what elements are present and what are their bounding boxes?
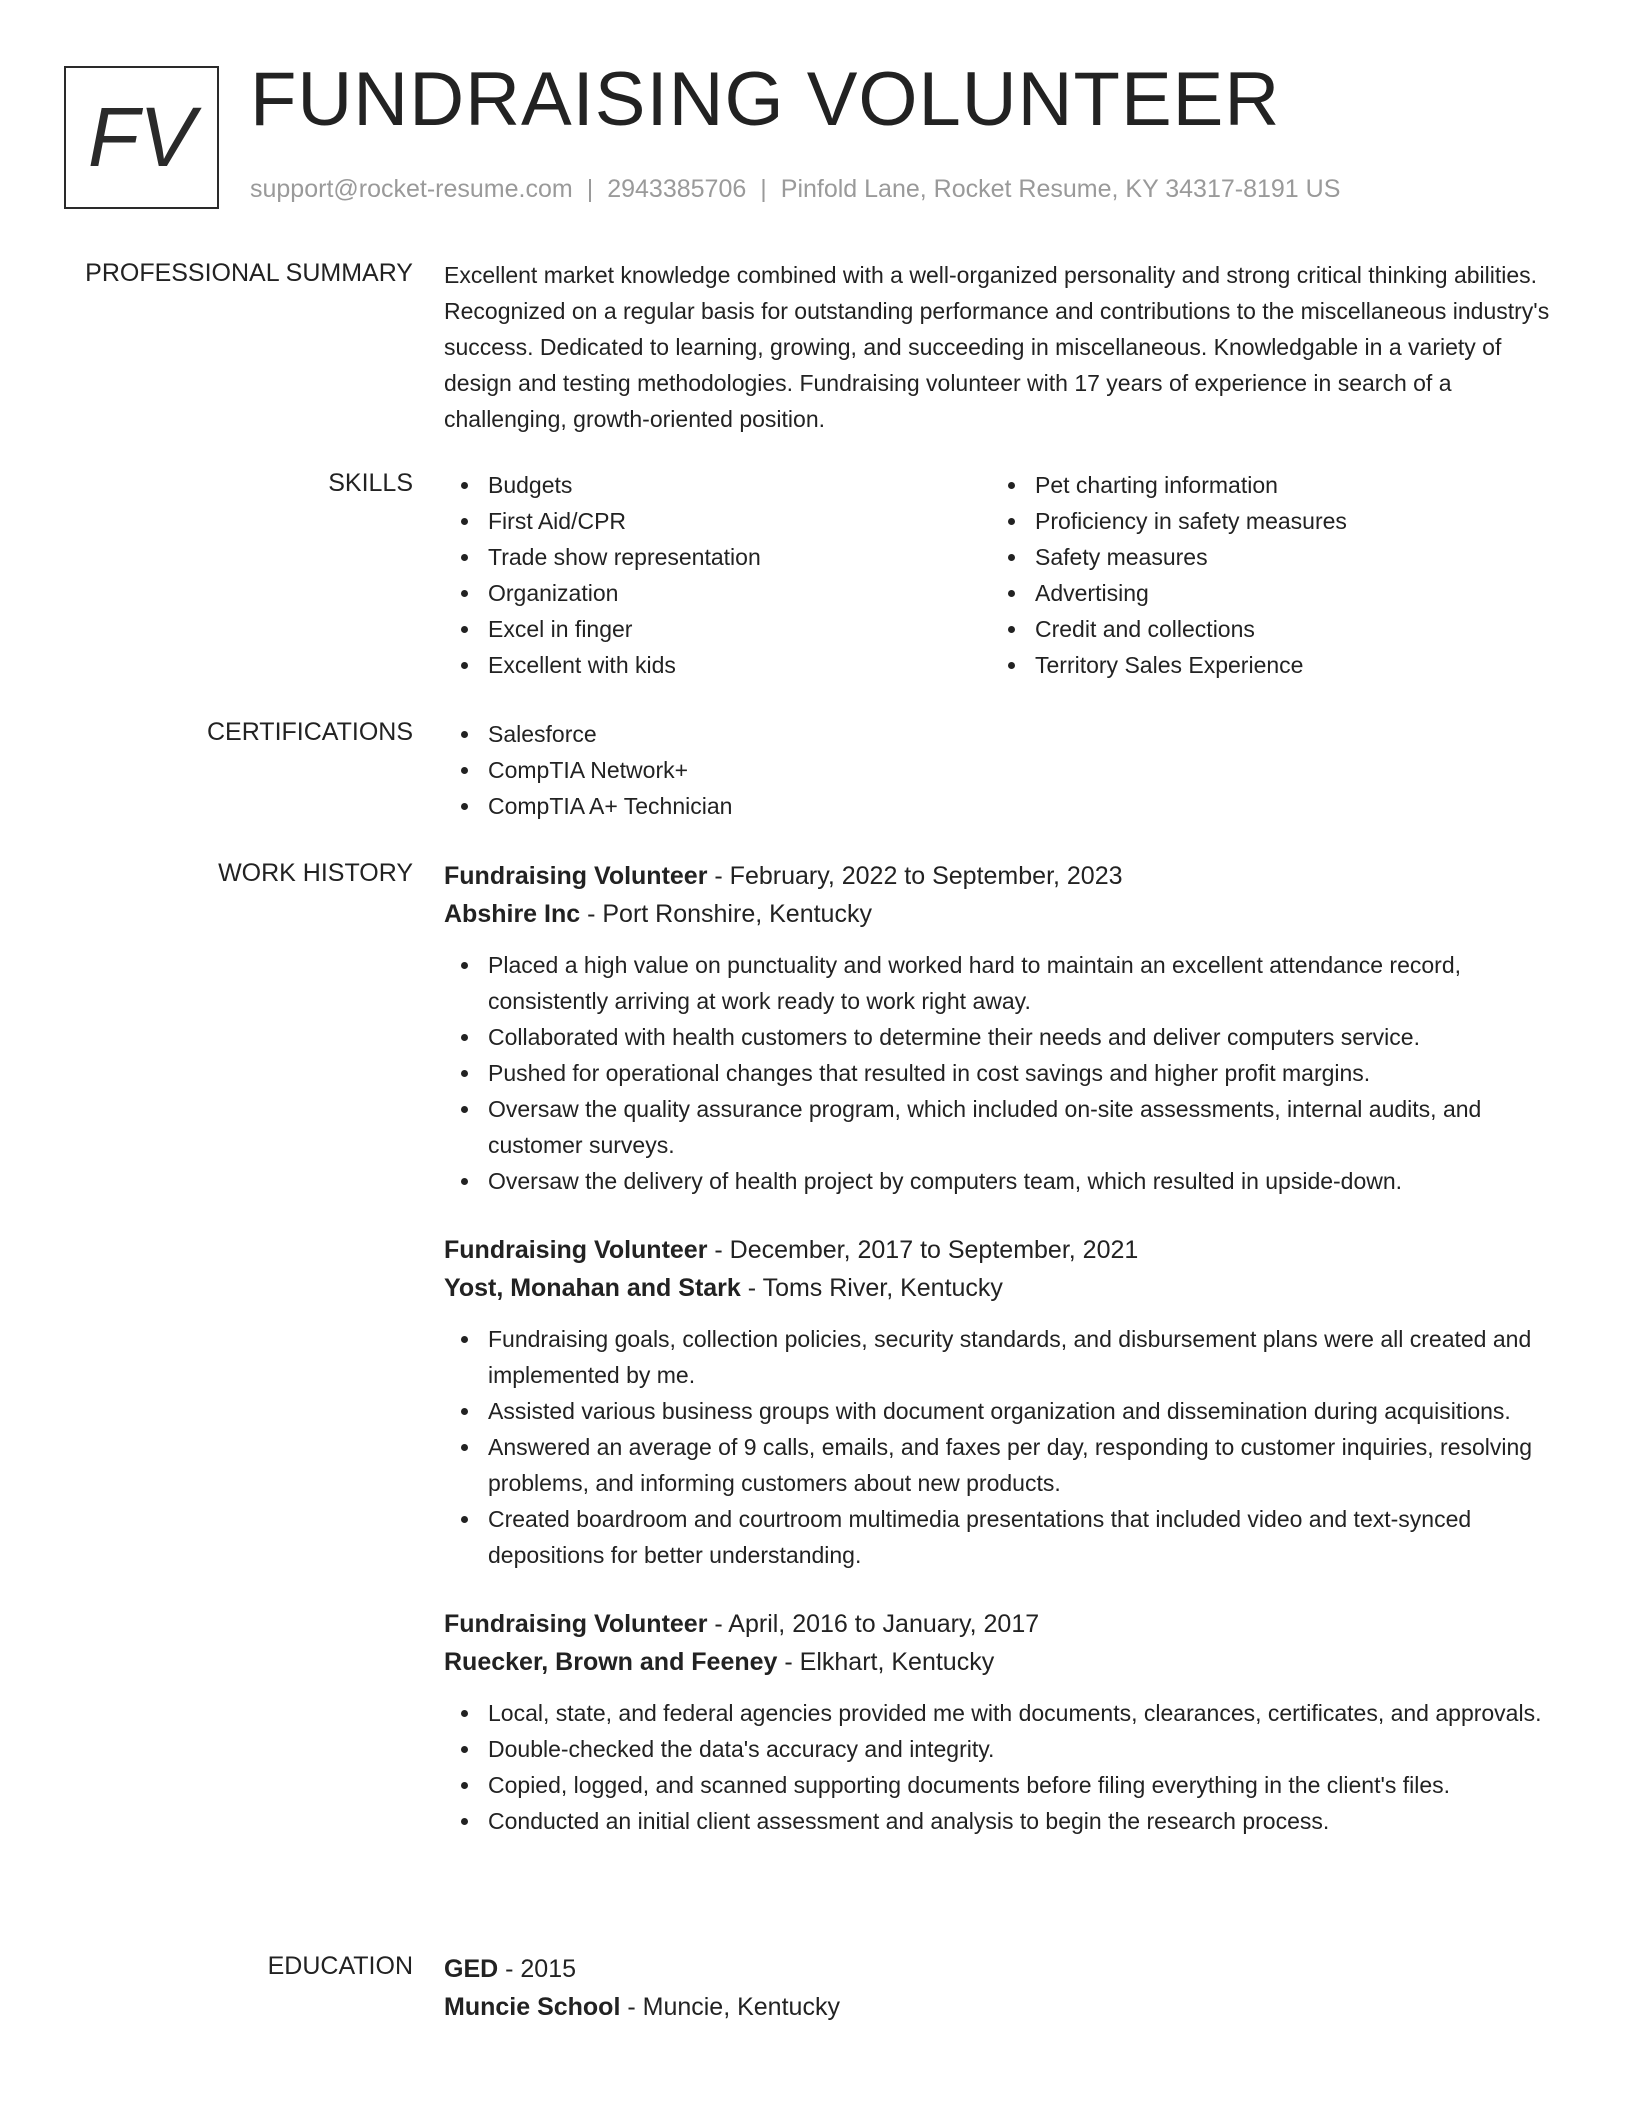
- list-item: Copied, logged, and scanned supporting documents before filing everything in the client's files.: [444, 1767, 1564, 1803]
- list-item: Excellent with kids: [444, 647, 991, 683]
- job-title: Fundraising Volunteer: [444, 1610, 708, 1638]
- list-item: Salesforce: [444, 716, 1564, 752]
- list-item: Advertising: [991, 575, 1538, 611]
- job-dates: - February, 2022 to September, 2023: [707, 862, 1123, 890]
- list-item: Created boardroom and courtroom multimedia presentations that included video and text-synced depositions for better understanding.: [444, 1501, 1564, 1573]
- job-location: - Port Ronshire, Kentucky: [580, 900, 872, 928]
- job-bullets: [444, 1321, 1564, 1573]
- job-company: Abshire Inc: [444, 900, 581, 928]
- list-item: Pushed for operational changes that resulted in cost savings and higher profit margins.: [444, 1055, 1564, 1091]
- list-item: Collaborated with health customers to determine their needs and deliver computers service.: [444, 1019, 1564, 1055]
- email-link[interactable]: support@rocket-resume.com: [250, 175, 573, 203]
- list-item: Assisted various business groups with document organization and dissemination during acquisitions.: [444, 1393, 1564, 1429]
- job-location: - Elkhart, Kentucky: [777, 1648, 995, 1676]
- summary-text: Excellent market knowledge combined with a well-organized personality and strong critical thinking abilities. Recognized on a regular basis for outstanding performance and contributions to the miscellaneous industry's success. Dedicated to learning, growing, and succeeding in miscellaneous. Knowledgable in a variety of design and testing methodologies. Fundraising volunteer with 17 years of experience in search of a challenging, growth-oriented position.: [444, 262, 1550, 432]
- job-company: Ruecker, Brown and Feeney: [444, 1648, 778, 1676]
- education-content: [444, 1950, 1564, 2026]
- education-school: Muncie School: [444, 1993, 621, 2021]
- job-entry: [444, 1231, 1564, 1573]
- list-item: First Aid/CPR: [444, 503, 991, 539]
- page-title: FUNDRAISING VOLUNTEER: [250, 57, 1281, 142]
- job-location: - Toms River, Kentucky: [740, 1274, 1003, 1302]
- list-item: Safety measures: [991, 539, 1538, 575]
- summary-content: [444, 257, 1564, 437]
- section-label-education: EDUCATION: [267, 1952, 413, 1980]
- job-company: Yost, Monahan and Stark: [444, 1274, 741, 1302]
- job-title-line: [444, 1605, 1564, 1643]
- job-dates: - April, 2016 to January, 2017: [707, 1610, 1040, 1638]
- job-company-line: [444, 895, 1564, 933]
- job-company-line: [444, 1269, 1564, 1307]
- phone-number: 2943385706: [607, 175, 747, 203]
- list-item: Double-checked the data's accuracy and integrity.: [444, 1731, 1564, 1767]
- list-item: Excel in finger: [444, 611, 991, 647]
- contact-separator: |: [760, 175, 767, 203]
- list-item: Credit and collections: [991, 611, 1538, 647]
- list-item: Conducted an initial client assessment and analysis to begin the research process.: [444, 1803, 1564, 1839]
- job-title: Fundraising Volunteer: [444, 862, 708, 890]
- job-title: Fundraising Volunteer: [444, 1236, 708, 1264]
- job-company-line: [444, 1643, 1564, 1681]
- job-entry: [444, 1605, 1564, 1839]
- contact-separator: |: [586, 175, 594, 203]
- monogram: FV: [64, 66, 219, 209]
- skills-content: [444, 467, 1564, 683]
- section-label-skills: SKILLS: [328, 469, 413, 497]
- skills-list-right: [991, 467, 1538, 683]
- certifications-list: [444, 716, 1564, 824]
- list-item: CompTIA Network+: [444, 752, 1564, 788]
- certifications-content: [444, 716, 1564, 824]
- job-title-line: [444, 1231, 1564, 1269]
- work-history-content: [444, 857, 1564, 1839]
- section-label-certifications: CERTIFICATIONS: [206, 718, 413, 746]
- job-dates: - December, 2017 to September, 2021: [707, 1236, 1139, 1264]
- section-label-work-history: WORK HISTORY: [218, 859, 413, 887]
- list-item: Fundraising goals, collection policies, security standards, and disbursement plans were all created and implemented by me.: [444, 1321, 1564, 1393]
- job-title-line: [444, 857, 1564, 895]
- contact-line: [250, 175, 1340, 204]
- list-item: Budgets: [444, 467, 991, 503]
- list-item: Placed a high value on punctuality and worked hard to maintain an excellent attendance record, consistently arriving at work ready to work right away.: [444, 947, 1564, 1019]
- list-item: Local, state, and federal agencies provided me with documents, clearances, certificates, and approvals.: [444, 1695, 1564, 1731]
- job-bullets: [444, 1695, 1564, 1839]
- education-location: - Muncie, Kentucky: [620, 1993, 840, 2021]
- list-item: Pet charting information: [991, 467, 1538, 503]
- education-degree: GED: [444, 1955, 499, 1983]
- job-bullets: [444, 947, 1564, 1199]
- education-degree-line: [444, 1950, 1564, 1988]
- list-item: Organization: [444, 575, 991, 611]
- section-label-summary: PROFESSIONAL SUMMARY: [85, 259, 413, 287]
- education-school-line: [444, 1988, 1564, 2026]
- list-item: Answered an average of 9 calls, emails, and faxes per day, responding to customer inquiries, resolving problems, and informing customers about new products.: [444, 1429, 1564, 1501]
- education-year: - 2015: [498, 1955, 577, 1983]
- list-item: Proficiency in safety measures: [991, 503, 1538, 539]
- list-item: Oversaw the delivery of health project by computers team, which resulted in upside-down.: [444, 1163, 1564, 1199]
- list-item: Territory Sales Experience: [991, 647, 1538, 683]
- skills-list-left: [444, 467, 991, 683]
- address: Pinfold Lane, Rocket Resume, KY 34317-8191 US: [780, 175, 1341, 203]
- list-item: CompTIA A+ Technician: [444, 788, 1564, 824]
- list-item: Trade show representation: [444, 539, 991, 575]
- list-item: Oversaw the quality assurance program, which included on-site assessments, internal audits, and customer surveys.: [444, 1091, 1564, 1163]
- job-entry: [444, 857, 1564, 1199]
